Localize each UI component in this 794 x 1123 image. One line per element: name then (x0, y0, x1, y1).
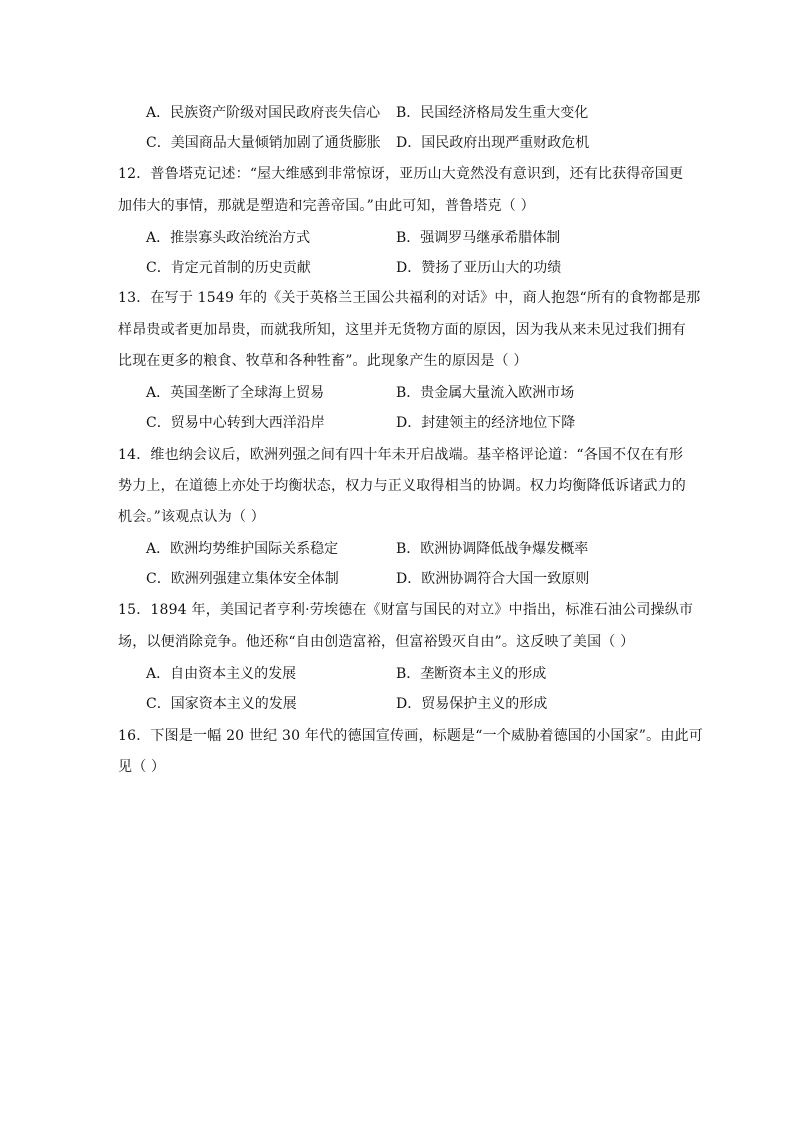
q15-stem-line-2: 场，以便消除竞争。他还称“自由创造富裕，但富裕毁灭自由”。这反映了美国（ ） (118, 634, 635, 650)
q13-stem-line-1: 13．在写于 1549 年的《关于英格兰王国公共福利的对话》中，商人抱怨“所有的食物都是那 (118, 290, 701, 306)
q15-option-d: D．贸易保护主义的形成 (396, 696, 548, 712)
q16-stem-line-2: 见（ ） (118, 759, 166, 775)
q13-option-c: C．贸易中心转到大西洋沿岸 (146, 415, 325, 431)
q13-option-d: D．封建领主的经济地位下降 (396, 415, 576, 431)
q14-stem-line-1: 14．维也纳会议后，欧洲列强之间有四十年未开启战端。基辛格评论道：“各国不仅在有形 (118, 447, 684, 463)
q13-stem-line-2: 样昂贵或者更加昂贵，而就我所知，这里并无货物方面的原因，因为我从来未见过我们拥有 (118, 322, 686, 338)
q15-option-a: A．自由资本主义的发展 (146, 666, 297, 682)
q14-option-c: C．欧洲列强建立集体安全体制 (146, 571, 339, 587)
q11-option-b: B．民国经济格局发生重大变化 (396, 105, 589, 121)
q14-option-a: A．欧洲均势维护国际关系稳定 (146, 541, 339, 557)
q15-option-c: C．国家资本主义的发展 (146, 696, 297, 712)
q14-stem-line-3: 机会。”该观点认为（ ） (118, 509, 266, 525)
q12-option-c: C．肯定元首制的历史贡献 (146, 260, 311, 276)
q11-option-c: C．美国商品大量倾销加剧了通货膨胀 (146, 135, 381, 151)
q15-option-b: B．垄断资本主义的形成 (396, 666, 547, 682)
q11-option-d: D．国民政府出现严重财政危机 (396, 135, 590, 151)
q12-stem-line-2: 加伟大的事情，那就是塑造和完善帝国。”由此可知，普鲁塔克（ ） (118, 198, 535, 214)
q16-stem-line-1: 16．下图是一幅 20 世纪 30 年代的德国宣传画，标题是“一个威胁着德国的小国家”。由此可 (118, 728, 703, 744)
q13-stem-line-3: 比现在更多的粮食、牧草和各种牲畜”。此现象产生的原因是（ ） (118, 353, 528, 369)
q15-stem-line-1: 15．1894 年，美国记者亨利·劳埃德在《财富与国民的对立》中指出，标准石油公司操纵市 (118, 602, 694, 618)
q12-option-a: A．推崇寡头政治统治方式 (146, 230, 311, 246)
q12-option-b: B．强调罗马继承希腊体制 (396, 230, 561, 246)
q14-stem-line-2: 势力上，在道德上亦处于均衡状态，权力与正义取得相当的协调。权力均衡降低诉诸武力的 (118, 478, 686, 494)
q12-stem-line-1: 12．普鲁塔克记述：“屋大维感到非常惊讶，亚历山大竟然没有意识到，还有比获得帝国更 (118, 166, 684, 182)
q14-option-d: D．欧洲协调符合大国一致原则 (396, 571, 590, 587)
q12-option-d: D．赞扬了亚历山大的功绩 (396, 260, 562, 276)
q11-option-a: A．民族资产阶级对国民政府丧失信心 (146, 105, 381, 121)
q13-option-b: B．贵金属大量流入欧洲市场 (396, 385, 575, 401)
q14-option-b: B．欧洲协调降低战争爆发概率 (396, 541, 589, 557)
q13-option-a: A．英国垄断了全球海上贸易 (146, 385, 325, 401)
